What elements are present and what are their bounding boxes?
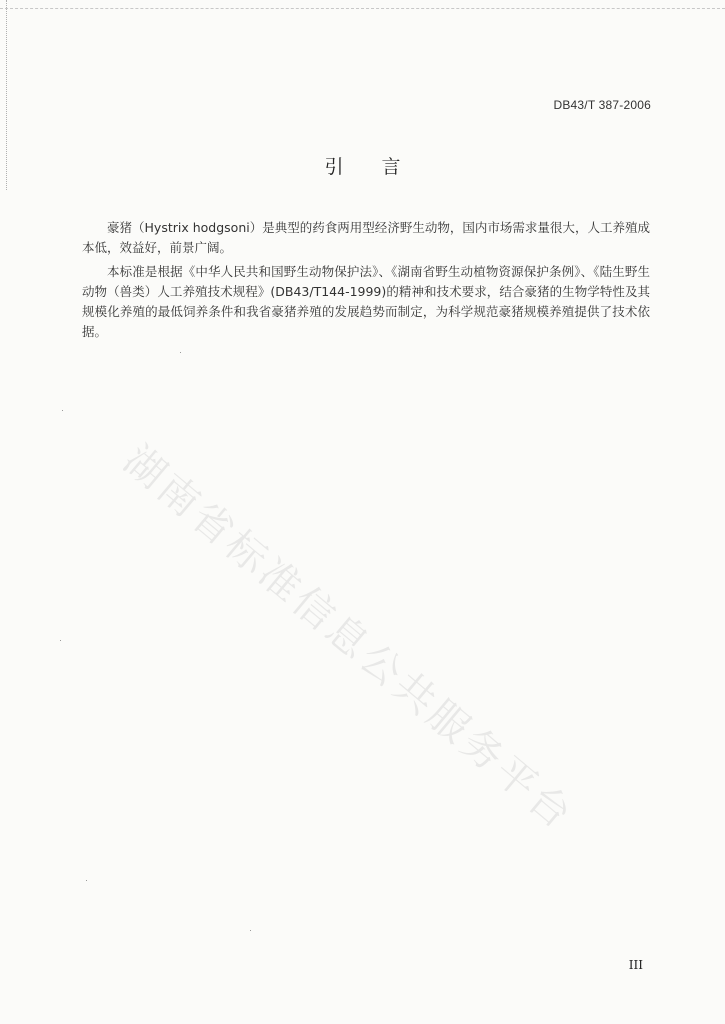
document-code: DB43/T 387-2006 [553,98,651,112]
page-title: 引言 [324,156,439,178]
scan-speck [62,410,63,411]
watermark: 湖南省标准信息公共服务平台 [114,436,583,840]
paragraph-basis: 本标准是根据《中华人民共和国野生动物保护法》、《湖南省野生动植物资源保护条例》、《陆生野生动物（兽类）人工养殖技术规程》(DB43/T144-1999)的精神和技术要求，结合豪猪的生物学特性及其规模化养殖的最低饲养条件和我省豪猪养殖的发展趋势而制定，为科学规范豪猪规模养殖提供了技术依据。 [82,264,650,339]
page-number: III [628,958,643,972]
scan-speck [86,880,87,881]
body-text [82,218,650,346]
scan-speck [180,352,181,353]
paragraph-intro: 豪猪（Hystrix hodgsoni）是典型的药食两用型经济野生动物，国内市场需求量很大，人工养殖成本低，效益好，前景广阔。 [82,220,650,255]
scan-speck [60,640,61,641]
scan-speck [250,930,251,931]
scan-top-rule [0,8,725,9]
